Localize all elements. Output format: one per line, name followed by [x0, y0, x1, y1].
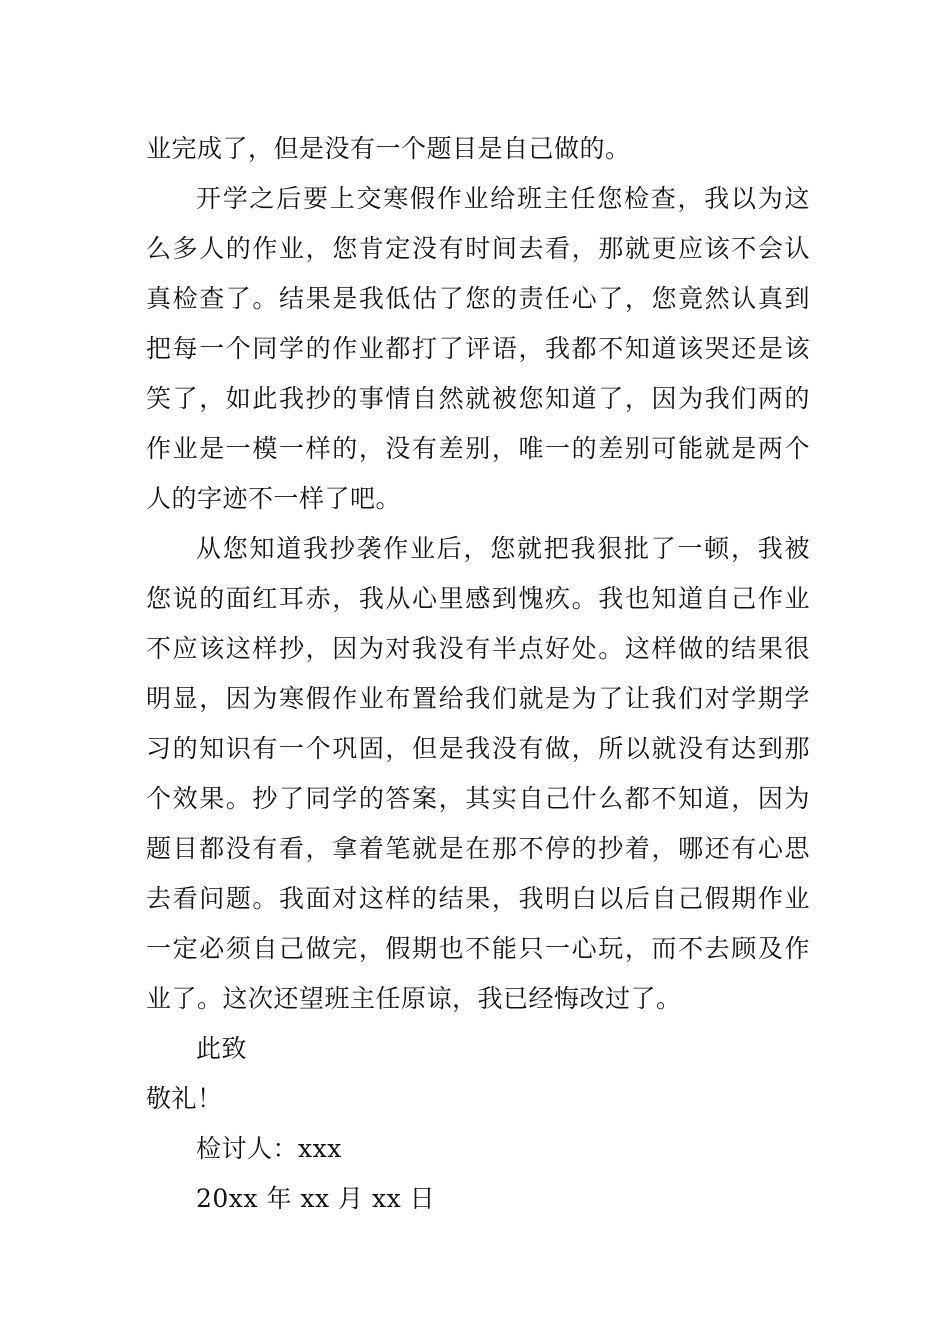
text-line-8: 人的字迹不一样了吧。 [146, 484, 402, 513]
text-line-7: 作业是一模一样的，没有差别，唯一的差别可能就是两个 [146, 434, 810, 463]
text-line-18: 业了。这次还望班主任原谅，我已经悔改过了。 [146, 984, 682, 1013]
signature-author: 检讨人：xxx [196, 1134, 342, 1163]
text-line-1: 业完成了，但是没有一个题目是自己做的。 [146, 134, 631, 163]
text-line-10: 您说的面红耳赤，我从心里感到愧疚。我也知道自己作业 [146, 584, 810, 613]
text-line-13: 习的知识有一个巩固，但是我没有做，所以就没有达到那 [146, 734, 810, 763]
text-line-15: 题目都没有看，拿着笔就是在那不停的抄着，哪还有心思 [146, 834, 810, 863]
text-line-11: 不应该这样抄，因为对我没有半点好处。这样做的结果很 [146, 634, 810, 663]
text-line-2: 开学之后要上交寒假作业给班主任您检查，我以为这 [196, 184, 810, 213]
text-line-17: 一定必须自己做完，假期也不能只一心玩，而不去顾及作 [146, 934, 810, 963]
text-line-5: 把每一个同学的作业都打了评语，我都不知道该哭还是该 [146, 334, 810, 363]
text-line-9: 从您知道我抄袭作业后，您就把我狠批了一顿，我被 [196, 534, 810, 563]
text-line-16: 去看问题。我面对这样的结果，我明白以后自己假期作业 [146, 884, 810, 913]
signature-date: 20xx 年 xx 月 xx 日 [196, 1184, 436, 1213]
text-line-6: 笑了，如此我抄的事情自然就被您知道了，因为我们两的 [146, 384, 810, 413]
text-line-3: 么多人的作业，您肯定没有时间去看，那就更应该不会认 [146, 234, 810, 263]
closing-cizhi: 此致 [196, 1034, 248, 1063]
closing-jingli: 敬礼！ [146, 1084, 223, 1113]
text-line-14: 个效果。抄了同学的答案，其实自己什么都不知道，因为 [146, 784, 810, 813]
text-line-4: 真检查了。结果是我低估了您的责任心了，您竟然认真到 [146, 284, 810, 313]
text-line-12: 明显，因为寒假作业布置给我们就是为了让我们对学期学 [146, 684, 810, 713]
